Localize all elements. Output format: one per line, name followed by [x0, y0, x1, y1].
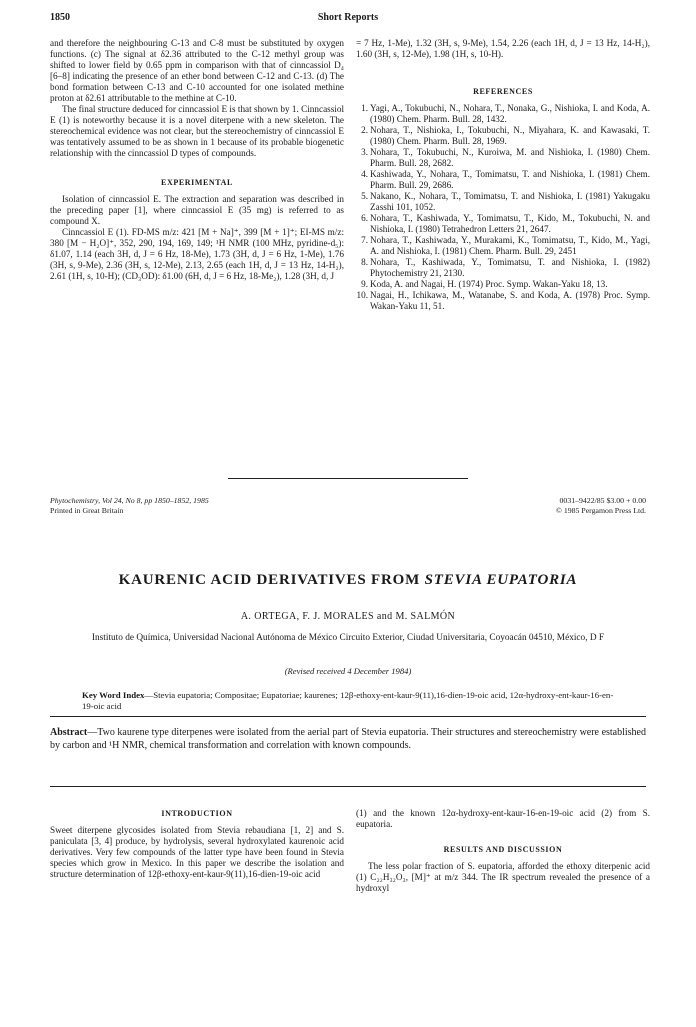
keyword-label: Key Word Index [82, 690, 145, 700]
results-text: The less polar fraction of S. eupatoria, afforded the ethoxy diterpenic acid (1) C₂₂H₃₂O₃, [M]⁺ at m/z 344. The IR spectrum revealed the presence of a hydroxyl [356, 861, 650, 893]
reference-text: Nohara, T., Kashiwada, Y., Tomimatsu, T. and Nishioka, I. (1982) Phytochemistry 21, 2130. [370, 257, 650, 278]
reference-item [356, 257, 650, 279]
reference-text: Nagai, H., Ichikawa, M., Watanabe, S. and Koda, A. (1978) Proc. Symp. Wakan-Yaku 11, 51. [370, 290, 650, 311]
printed-in-line: Printed in Great Britain [50, 506, 124, 515]
reference-item [356, 103, 650, 125]
abstract-text: —Two kaurene type diterpenes were isolated from the aerial part of Stevia eupatoria. Their structures and stereochemistry were established by carbon and ¹H NMR, chemical transformation and correlation with known compounds. [50, 727, 646, 751]
abstract [50, 726, 646, 752]
reference-item [356, 213, 650, 235]
copyright-line: © 1985 Pergamon Press Ltd. [555, 506, 646, 515]
experimental-paragraph-2: Cinncassiol E (1). FD-MS m/z: 421 [M + Na]⁺, 399 [M + 1]⁺; EI-MS m/z: 380 [M − H₂O]⁺, 352, 290, 194, 169, 149; ¹H NMR (100 MHz, pyridine-d₅): δ1.07, 1.14 (each 3H, d, J = 6 Hz, 18-Me), 1.73 (3H, d, J = 6 Hz, 1-Me), 1.76 (3H, s, 9-Me), 2.36 (3H, s, 12-Me), 2.13, 2.65 (each 1H, d, J = 13 Hz, 14-H₂), 2.61 (1H, s, 10-H); (CD₃OD): δ1.00 (6H, d, J = 6 Hz, 18-Me₂), 1.28 (3H, d, J [50, 227, 344, 281]
results-column [356, 808, 650, 894]
introduction-heading: INTRODUCTION [161, 809, 233, 818]
reference-text: Koda, A. and Nagai, H. (1974) Proc. Symp. Wakan-Yaku 18, 13. [370, 279, 608, 289]
article-title-species: STEVIA EUPATORIA [424, 572, 578, 588]
journal-copyright [556, 496, 646, 516]
reference-number: 10. [356, 290, 368, 300]
references-heading: REFERENCES [473, 87, 533, 96]
reference-item [356, 279, 650, 290]
reference-number: 1. [361, 103, 368, 113]
reference-item [356, 125, 650, 147]
journal-citation-line: Phytochemistry, Vol 24, No 8, pp 1850–1852, 1985 [50, 496, 209, 505]
reference-item [356, 290, 650, 312]
page-header [50, 12, 646, 28]
reference-text: Yagi, A., Tokubuchi, N., Nohara, T., Nonaka, G., Nishioka, I. and Koda, A. (1980) Chem. Pharm. Bull. 28, 1432. [370, 103, 650, 124]
reference-number: 6. [361, 213, 368, 223]
issn-price-line: 0031–9422/85 $3.00 + 0.00 [559, 496, 646, 505]
reference-number: 9. [361, 279, 368, 289]
introduction-continuation: (1) and the known 12α-hydroxy-ent-kaur-16-en-19-oic acid (2) from S. eupatoria. [356, 808, 650, 829]
reference-number: 3. [361, 147, 368, 157]
introduction-text: Sweet diterpene glycosides isolated from Stevia rebaudiana [1, 2] and S. paniculata [3, 4] produce, by hydrolysis, several hydroxylated kaurenoic acid derivatives. Very few compounds of the latter type have been found in Stevia species which grow in Mexico. In this paper we describe the isolation and structure determination of 12β-ethoxy-ent-kaur-9(11),16-dien-19-oic acid [50, 825, 344, 879]
revised-date: (Revised received 4 December 1984) [284, 666, 412, 676]
results-heading: RESULTS AND DISCUSSION [443, 845, 563, 854]
intro-column [50, 808, 344, 880]
experimental-heading: EXPERIMENTAL [161, 178, 233, 187]
reference-number: 5. [361, 191, 368, 201]
section-divider [228, 478, 468, 479]
nmr-continuation: = 7 Hz, 1-Me), 1.32 (3H, s, 9-Me), 1.54, 2.26 (each 1H, d, J = 13 Hz, 14-H₂), 1.60 (3H, s, 12-Me), 1.98 (1H, s, 10-H). [356, 38, 650, 59]
continuation-right-column [356, 38, 650, 312]
authors: A. ORTEGA, F. J. MORALES and M. SALMÓN [240, 611, 456, 622]
continuation-paragraph-2: The final structure deduced for cinncassiol E is that shown by 1. Cinncassiol E (1) is noteworthy because it is a novel diterpene with a new skeleton. The stereochemical evidence was not clear, but the stereochemistry of cinncassiol E was tentatively assumed to be as shown in 1 because of its probable biogenetic relationship with the cinncassiol D types of compounds. [50, 104, 344, 158]
reference-number: 4. [361, 169, 368, 179]
experimental-paragraph-1: Isolation of cinncassiol E. The extraction and separation was described in the preceding paper [1], where cinncassiol E (35 mg) is referred to as compound X. [50, 194, 344, 226]
abstract-top-rule [50, 716, 646, 717]
journal-citation [50, 496, 209, 516]
reference-number: 8. [361, 257, 368, 267]
reference-item [356, 191, 650, 213]
reference-item [356, 147, 650, 169]
keyword-index [82, 690, 622, 712]
article-title-main: KAURENIC ACID DERIVATIVES FROM [118, 572, 425, 588]
reference-text: Nohara, T., Tokubuchi, N., Kuroiwa, M. and Nishioka, I. (1980) Chem. Pharm. Bull. 28, 2682. [370, 147, 650, 168]
reference-text: Nohara, T., Nishioka, I., Tokubuchi, N., Miyahara, K. and Kawasaki, T. (1980) Chem. Pharm. Bull. 28, 1969. [370, 125, 650, 146]
affiliation: Instituto de Química, Universidad Nacional Autónoma de México Circuito Exterior, Ciudad Universitaria, Coyoacán 04510, México, D F [91, 633, 605, 643]
article-title [50, 572, 646, 589]
continuation-paragraph-1: and therefore the neighbouring C-13 and C-8 must be substituted by oxygen functions. (c) The signal at δ2.36 attributed to the C-12 methyl group was shifted to lower field by 0.65 ppm in comparison with that of cinncassiol D₄ [6–8] indicating the presence of an ether bond between C-12 and C-13. (d) The bond formation between C-13 and C-10 accounted for one isolated methine proton at δ2.61 attributable to the methine at C-10. [50, 38, 344, 103]
references-list [356, 103, 650, 312]
reference-number: 7. [361, 235, 368, 245]
abstract-bottom-rule [50, 786, 646, 787]
reference-text: Nohara, T., Kashiwada, Y., Tomimatsu, T., Kido, M., Tokubuchi, N. and Nishioka, I. (1980) Tetrahedron Letters 21, 2647. [370, 213, 650, 234]
reference-text: Kashiwada, Y., Nohara, T., Tomimatsu, T. and Nishioka, I. (1981) Chem. Pharm. Bull. 29, 2686. [370, 169, 650, 190]
abstract-label: Abstract [50, 727, 88, 738]
running-title: Short Reports [317, 12, 379, 23]
reference-text: Nohara, T., Kashiwada, Y., Murakami, K., Tomimatsu, T., Kido, M., Yagi, A. and Nishioka, I. (1981) Chem. Pharm. Bull. 29, 2451 [370, 235, 650, 256]
continuation-left-column [50, 38, 344, 282]
reference-item [356, 169, 650, 191]
keyword-text: —Stevia eupatoria; Compositae; Eupatoriae; kaurenes; 12β-ethoxy-ent-kaur-9(11),16-dien-19-oic acid, 12α-hydroxy-ent-kaur-16-en-19-oic acid [82, 690, 614, 711]
reference-number: 2. [361, 125, 368, 135]
reference-text: Nakano, K., Nohara, T., Tomimatsu, T. and Nishioka, I. (1981) Yakugaku Zasshi 101, 1052. [370, 191, 650, 212]
page-number: 1850 [50, 12, 70, 23]
reference-item [356, 235, 650, 257]
